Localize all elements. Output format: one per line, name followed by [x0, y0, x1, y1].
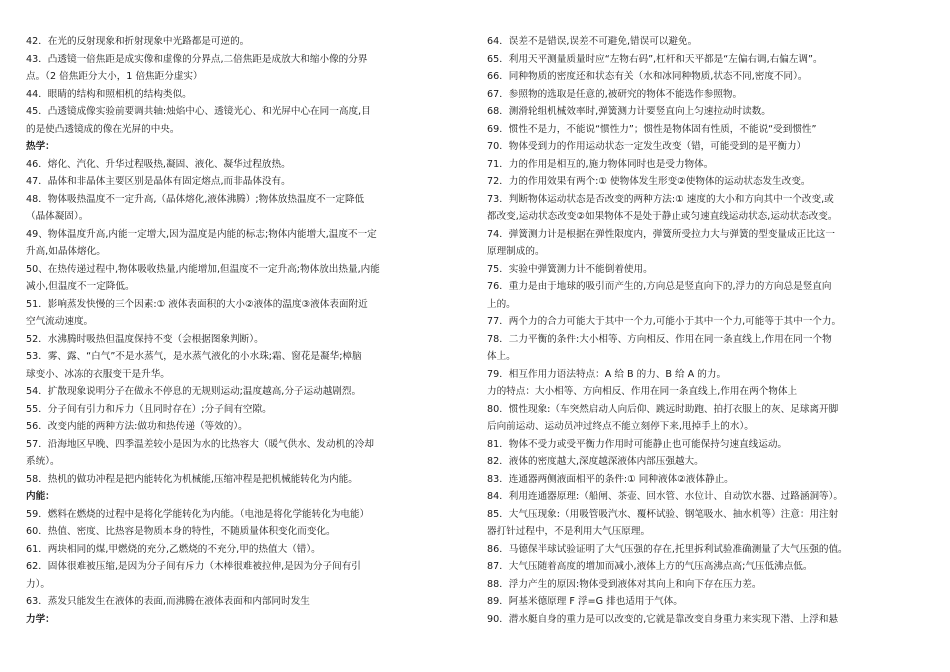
text-line: 88．浮力产生的原因:物体受到液体对其向上和向下存在压力差。	[487, 578, 762, 590]
text-line: 空气流动速度。	[26, 316, 94, 327]
text-line: 75．实验中弹簧测力计不能倒着使用。	[487, 263, 653, 275]
text-line: 70．物体受到力的作用运动状态一定发生改变（错，可能受到的是平衡力）	[487, 141, 807, 152]
section-heading: 热学：	[26, 141, 55, 152]
text-line: 72．力的作用效果有两个:① 使物体发生形变②使物体的运动状态发生改变。	[487, 176, 811, 187]
text-line: 44．眼睛的结构和照相机的结构类似。	[26, 88, 192, 100]
right-column	[487, 33, 927, 628]
text-line: 55．分子间有引力和斥力（且同时存在）;分子间有空隙。	[26, 403, 272, 415]
text-line: 74．弹簧测力计是根据在弹性限度内，弹簧所受拉力大与弹簧的型变量成正比这一	[487, 228, 835, 240]
text-line: （晶体凝固）。	[26, 211, 89, 222]
text-line: 80．惯性现象:（车突然启动人向后仰、跳远时助跑、拍打衣服上的灰、足球离开脚	[487, 403, 839, 415]
text-line: 57．沿海地区早晚、四季温差较小是因为水的比热容大（暖气供水、发动机的冷却	[26, 438, 374, 450]
section-heading: 力学：	[26, 613, 55, 625]
text-line: 56．改变内能的两种方法:做功和热传递（等效的）。	[26, 421, 248, 432]
text-line: 49、物体温度升高,内能一定增大,因为温度是内能的标志;物体内能增大,温度不一定	[26, 228, 377, 240]
text-line: 47．晶体和非晶体主要区别是晶体有固定熔点,而非晶体没有。	[26, 176, 291, 187]
text-line: 减小,但温度不一定降低。	[26, 281, 135, 292]
text-line: 85．大气压现象:（用吸管吸汽水、覆杯试验、钢笔吸水、抽水机等）注意：用注射	[487, 508, 839, 520]
text-line: 76．重力是由于地球的吸引而产生的,方向总是竖直向下的,浮力的方向总是竖直向	[487, 281, 832, 292]
text-line: 64．误差不是错误,误差不可避免,错误可以避免。	[487, 36, 698, 47]
text-line: 83．连通器两侧液面相平的条件:① 同种液体②液体静止。	[487, 473, 734, 485]
text-line: 46．熔化、汽化、升华过程吸热,凝固、液化、凝华过程放热。	[26, 158, 291, 170]
text-line: 54．扩散现象说明分子在做永不停息的无规则运动;温度越高,分子运动越剧烈。	[26, 386, 362, 397]
text-line: 68．测滑轮组机械效率时,弹簧测力计要竖直向上匀速拉动时读数。	[487, 106, 771, 117]
text-line: 90．潜水艇自身的重力是可以改变的,它就是靠改变自身重力来实现下潜、上浮和悬	[487, 613, 839, 625]
text-line: 上的。	[487, 298, 516, 310]
text-line: 原理制成的。	[487, 246, 545, 257]
text-line: 系统）。	[26, 456, 60, 467]
left-column	[26, 33, 466, 628]
text-line: 51．影响蒸发快慢的三个因素:① 液体表面积的大小②液体的温度③液体表面附近	[26, 298, 368, 310]
text-line: 42．在光的反射现象和折射现象中光路都是可逆的。	[26, 36, 250, 47]
text-line: 77．两个力的合力可能大于其中一个力,可能小于其中一个力,可能等于其中一个力。	[487, 316, 842, 327]
text-line: 61．两块相同的煤,甲燃烧的充分,乙燃烧的不充分,甲的热值大（错）。	[26, 543, 321, 555]
text-line: 63．蒸发只能发生在液体的表面,而沸腾在液体表面和内部同时发生	[26, 596, 310, 607]
text-line: 53．雾、露、“白气”不是水蒸气，是水蒸气液化的小水珠;霜、窗花是凝华;樟脑	[26, 351, 362, 362]
text-line: 升高,如晶体熔化。	[26, 246, 106, 257]
text-line: 78．二力平衡的条件:大小相等、方向相反、作用在同一条直线上,作用在同一个物	[487, 333, 832, 345]
text-line: 都改变,运动状态改变②如果物体不是处于静止或匀速直线运动状态,运动状态改变。	[487, 211, 838, 222]
text-line: 点。（2 倍焦距分大小，1 倍焦距分虚实）	[26, 71, 203, 82]
text-line: 45．凸透镜成像实验前要调共轴:烛焰中心、透镜光心、和光屏中心在同一高度,目	[26, 106, 371, 117]
text-line: 后向前运动、运动员冲过终点不能立刻停下来,甩掉手上的水）。	[487, 421, 754, 432]
text-line: 器打针过程中，不是利用大气压原理。	[487, 526, 651, 537]
text-line: 50、在热传递过程中,物体吸收热量,内能增加,但温度不一定升高;物体放出热量,内能	[26, 263, 380, 275]
text-line: 62．固体很难被压缩,是因为分子间有斥力（木棒很难被拉伸,是因为分子间有引	[26, 561, 361, 572]
text-line: 体上。	[487, 351, 516, 362]
text-line: 58．热机的做功冲程是把内能转化为机械能,压缩冲程是把机械能转化为内能。	[26, 473, 358, 485]
text-line: 力）。	[26, 578, 50, 590]
text-line: 82．液体的密度越大,深度越深液体内部压强越大。	[487, 456, 704, 467]
text-line: 52．水沸腾时吸热但温度保持不变（会根据图象判断）。	[26, 333, 264, 345]
text-line: 的是使凸透镜成的像在光屏的中央。	[26, 123, 180, 135]
text-line: 73．判断物体运动状态是否改变的两种方法:① 速度的大小和方向其中一个改变,或	[487, 193, 834, 205]
text-line: 79．相互作用力语法特点：A 给 B 的力、B 给 A 的力。	[487, 368, 727, 380]
text-line: 43．凸透镜一倍焦距是成实像和虚像的分界点,二倍焦距是成放大和缩小像的分界	[26, 53, 368, 65]
text-line: 67．参照物的选取是任意的,被研究的物体不能选作参照物。	[487, 88, 743, 100]
text-line: 71．力的作用是相互的,施力物体同时也是受力物体。	[487, 158, 714, 170]
section-heading: 内能：	[26, 491, 55, 502]
text-line: 48．物体吸热温度不一定升高,（晶体熔化,液体沸腾）;物体放热温度不一定降低	[26, 193, 365, 205]
text-line: 81．物体不受力或受平衡力作用时可能静止也可能保持匀速直线运动。	[487, 438, 788, 450]
text-line: 69．惯性不是力，不能说“惯性力”；惯性是物体固有性质，不能说“受到惯性”	[487, 123, 817, 135]
text-line: 60．热值、密度、比热容是物质本身的特性，不随质量体积变化而变化。	[26, 526, 336, 537]
text-line: 球变小、冰冻的衣服变干是升华。	[26, 368, 170, 380]
text-line: 66．同种物质的密度还和状态有关（水和冰同种物质,状态不同,密度不同）。	[487, 71, 808, 82]
text-line: 87．大气压随着高度的增加而减小,液体上方的气压高沸点高;气压低沸点低。	[487, 561, 813, 572]
text-line: 力的特点：大小相等、方向相反、作用在同一条直线上,作用在两个物体上	[487, 386, 798, 397]
text-line: 59．燃料在燃烧的过程中是将化学能转化为内能。（电池是将化学能转化为电能）	[26, 508, 370, 520]
text-line: 84．利用连通器原理:（船闸、茶壶、回水管、水位计、自动饮水器、过路涵洞等）。	[487, 491, 844, 502]
text-line: 65．利用天平测量质量时应“左物右码”,杠杆和天平都是“左偏右调,右偏左调”。	[487, 53, 823, 65]
text-line: 86．马德保半球试验证明了大气压强的存在,托里拆利试验准确测量了大气压强的值。	[487, 543, 848, 555]
text-line: 89．阿基米德原理 F 浮=G 排也适用于气体。	[487, 596, 683, 607]
